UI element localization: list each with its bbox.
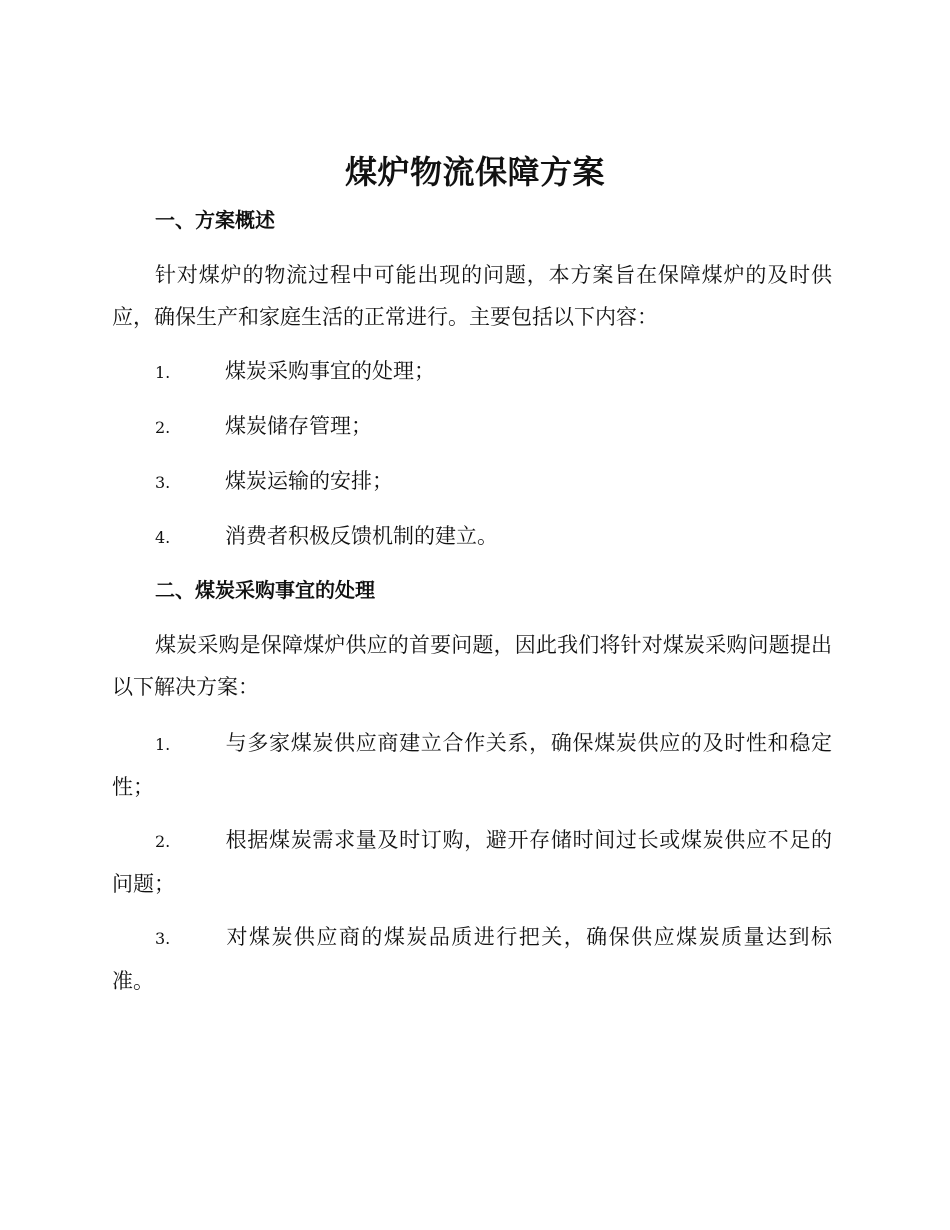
section-overview-intro: 针对煤炉的物流过程中可能出现的问题，本方案旨在保障煤炉的及时供应，确保生产和家庭生活的正常进行。主要包括以下内容： xyxy=(112,263,832,329)
list-item-text: 对煤炭供应商的煤炭品质进行把关，确保供应煤炭质量达到标准。 xyxy=(112,925,832,993)
list-item xyxy=(112,460,832,504)
document-title: 煤炉物流保障方案 xyxy=(344,153,605,191)
list-item-number: 3. xyxy=(155,929,171,948)
list-item-number: 1. xyxy=(155,735,171,754)
list-item-text: 煤炭运输的安排； xyxy=(225,469,393,493)
list-item-text: 煤炭采购事宜的处理； xyxy=(225,359,435,383)
list-item xyxy=(112,819,832,905)
list-item-text: 与多家煤炭供应商建立合作关系，确保煤炭供应的及时性和稳定性； xyxy=(112,731,832,799)
list-item-number: 2. xyxy=(155,832,171,851)
section-heading-overview: 一、方案概述 xyxy=(155,208,275,232)
list-item-text: 煤炭储存管理； xyxy=(225,414,372,438)
section-heading-procurement: 二、煤炭采购事宜的处理 xyxy=(155,578,375,602)
list-item-text: 根据煤炭需求量及时订购，避开存储时间过长或煤炭供应不足的问题； xyxy=(112,828,832,896)
list-item-text: 消费者积极反馈机制的建立。 xyxy=(225,524,498,548)
list-item-number: 1. xyxy=(155,363,171,382)
list-item xyxy=(112,405,832,449)
list-item-number: 3. xyxy=(155,473,171,492)
list-item xyxy=(112,515,832,559)
list-item-number: 4. xyxy=(155,528,171,547)
list-item xyxy=(112,916,832,1002)
section-procurement-intro: 煤炭采购是保障煤炉供应的首要问题，因此我们将针对煤炭采购问题提出以下解决方案： xyxy=(112,633,832,699)
list-item xyxy=(112,722,832,808)
list-item-number: 2. xyxy=(155,418,171,437)
list-item xyxy=(112,350,832,394)
